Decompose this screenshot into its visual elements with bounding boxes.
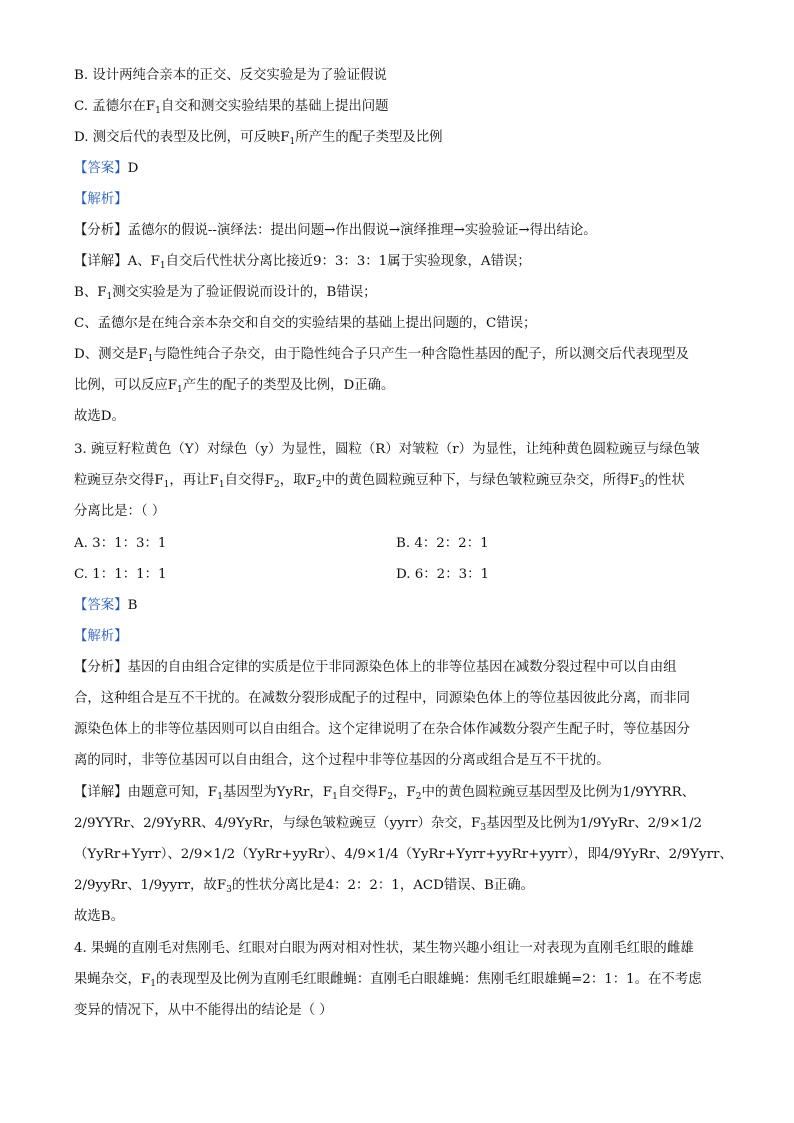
q4-stem-3: 变异的情况下，从中不能得出的结论是（ ） [74, 1003, 333, 1018]
xiangjie-line-4: D、测交是$F_1$与隐性纯合子杂交，由于隐性纯合子只产生一种含隐性基因的配子，所以测交后代表现型及 [74, 347, 689, 364]
q3-xiangjie-line-3: （YyRr+Yyrr）、2/9×1/2（YyRr+yyRr）、4/9×1/4（YyRr+Yyrr+yyRr+yyrr），即4/9YyRr、2/9Yyrr、 [74, 847, 733, 862]
xiangjie-tag: 【详解】 [74, 785, 128, 800]
fenxi-tag: 【分析】 [74, 660, 128, 675]
xiangjie-line-2: B、$F_1$测交实验是为了验证假说而设计的，B错误； [74, 285, 377, 302]
q3-stem-2: 粒豌豆杂交得$F_1$，再让$F_1$自交得$F_2$，取$F_2$中的黄色圆粒豌豆种下，与绿色皱粒豌豆杂交，所得$F_3$的性状 [74, 473, 685, 490]
fenxi-tag: 【分析】 [74, 223, 128, 238]
q3-jiexi-line [74, 629, 128, 645]
q3-answer-line: 【答案】B [74, 598, 138, 613]
answer-tag: 【答案】 [74, 161, 128, 176]
q3-option-c: C. 1：1：1：1 [74, 567, 167, 582]
option-c: C. 孟德尔在$F_1$自交和测交实验结果的基础上提出问题 [74, 99, 389, 116]
q3-option-a: A. 3：1：3：1 [74, 536, 167, 551]
q3-xiangjie-line-4: 2/9yyRr、1/9yyrr，故$F_3$的性状分离比是4：2：2：1，ACD错误、B正确。 [74, 878, 535, 895]
q4-stem-2: 果蝇杂交，$F_1$的表现型及比例为直刚毛红眼雌蝇：直刚毛白眼雄蝇：焦刚毛红眼雄蝇=2：1：1。在不考虑 [74, 972, 702, 989]
xiangjie-line-5: 比例，可以反应$F_1$产生的配子的类型及比例，D正确。 [74, 378, 395, 395]
jiexi-tag: 【解析】 [74, 629, 128, 644]
conclusion-2: 故选D。 [74, 409, 125, 424]
jiexi-line [74, 192, 128, 208]
option-d: D. 测交后代的表型及比例，可反映$F_1$所产生的配子类型及比例 [74, 130, 443, 147]
jiexi-tag: 【解析】 [74, 192, 128, 207]
q3-option-d: D. 6：2：3：1 [396, 567, 490, 582]
q4-stem-1: 4. 果蝇的直刚毛对焦刚毛、红眼对白眼为两对相对性状，某生物兴趣小组让一对表现为直刚毛红眼的雌雄 [74, 941, 694, 956]
q3-xiangjie-line-1: 【详解】由题意可知，$F_1$基因型为YyRr，$F_1$自交得$F_2$，$F_2$中的黄色圆粒豌豆基因型及比例为1/9YYRR、 [74, 785, 696, 802]
q3-stem-3: 分离比是：（ ） [74, 504, 166, 519]
conclusion-3: 故选B。 [74, 909, 125, 924]
q3-fenxi-line-2: 合，这种组合是互不干扰的。在减数分裂形成配子的过程中，同源染色体上的等位基因彼此分离，而非同 [74, 691, 690, 706]
q3-xiangjie-line-2: 2/9YYRr、2/9YyRR、4/9YyRr，与绿色皱粒豌豆（yyrr）杂交，$F_3$基因型及比例为1/9YyRr、2/9×1/2 [74, 816, 702, 833]
q3-fenxi-line-4: 离的同时，非等位基因可以自由组合，这个过程中非等位基因的分离或组合是互不干扰的。 [74, 753, 610, 768]
xiangjie-tag: 【详解】 [74, 254, 128, 269]
q3-option-b: B. 4：2：2：1 [396, 536, 489, 551]
q3-fenxi-line-3: 源染色体上的非等位基因则可以自由组合。这个定律说明了在杂合体作减数分裂产生配子时，等位基因分 [74, 722, 690, 737]
q3-fenxi-line-1: 【分析】基因的自由组合定律的实质是位于非同源染色体上的非等位基因在减数分裂过程中可以自由组 [74, 660, 677, 675]
answer-tag: 【答案】 [74, 598, 128, 613]
option-b: B. 设计两纯合亲本的正交、反交实验是为了验证假说 [74, 68, 387, 83]
xiangjie-line-3: C、孟德尔是在纯合亲本杂交和自交的实验结果的基础上提出问题的，C错误； [74, 316, 537, 331]
xiangjie-line-1: 【详解】A、$F_1$自交后代性状分离比接近9：3：3：1属于实验现象，A错误； [74, 254, 531, 271]
q3-stem-1: 3. 豌豆籽粒黄色（Y）对绿色（y）为显性，圆粒（R）对皱粒（r）为显性，让纯种黄色圆粒豌豆与绿色皱 [74, 442, 700, 457]
fenxi-line: 【分析】孟德尔的假说--演绎法：提出问题→作出假说→演绎推理→实验验证→得出结论。 [74, 223, 597, 238]
answer-line: 【答案】D [74, 161, 139, 176]
